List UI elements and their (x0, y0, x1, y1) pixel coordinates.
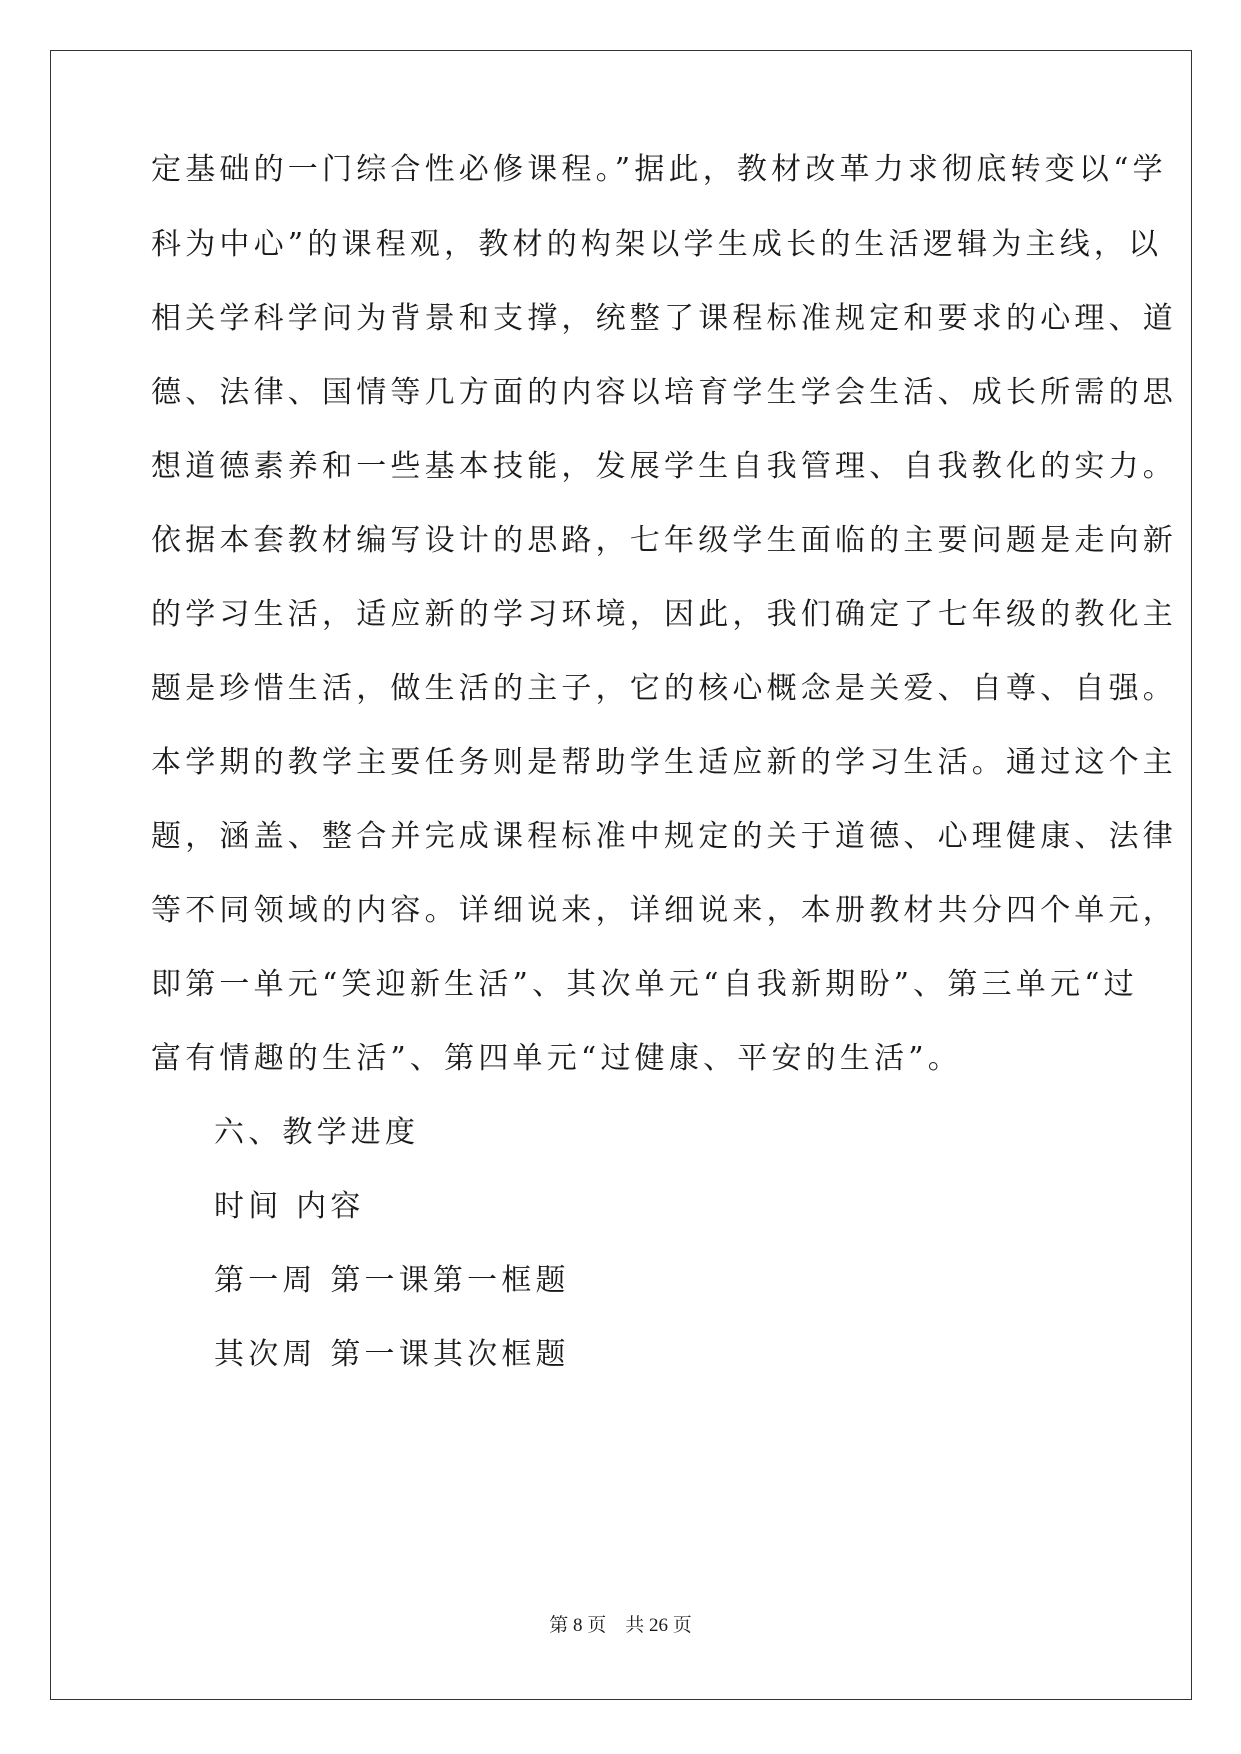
schedule-header: 时间 内容 (214, 1189, 365, 1224)
paragraph-line: 即第一单元“笑迎新生活”、其次单元“自我新期盼”、第三单元“过 (151, 967, 1138, 1002)
page-footer (0, 1614, 1241, 1638)
schedule-row: 其次周 第一课其次框题 (214, 1337, 570, 1372)
schedule-row: 第一周 第一课第一框题 (214, 1263, 570, 1298)
paragraph-line: 想道德素养和一些基本技能，发展学生自我管理、自我教化的实力。 (151, 449, 1177, 484)
paragraph-line: 德、法律、国情等几方面的内容以培育学生学会生活、成长所需的思 (151, 375, 1177, 410)
page-number: 第 8 页 (549, 1615, 607, 1636)
paragraph-line: 富有情趣的生活”、第四单元“过健康、平安的生活”。 (151, 1041, 963, 1076)
page-border (50, 50, 1192, 1700)
section-heading: 六、教学进度 (214, 1115, 420, 1150)
paragraph-line: 等不同领域的内容。详细说来，详细说来，本册教材共分四个单元， (151, 893, 1177, 928)
paragraph-line: 题是珍惜生活，做生活的主子，它的核心概念是关爱、自尊、自强。 (151, 671, 1177, 706)
page-total: 共 26 页 (625, 1615, 692, 1636)
paragraph-line: 定基础的一门综合性必修课程。”据此，教材改革力求彻底转变以“学 (151, 152, 1167, 187)
paragraph-line: 本学期的教学主要任务则是帮助学生适应新的学习生活。通过这个主 (151, 745, 1177, 780)
paragraph-line: 科为中心”的课程观，教材的构架以学生成长的生活逻辑为主线，以 (151, 227, 1163, 262)
paragraph-line: 的学习生活，适应新的学习环境，因此，我们确定了七年级的教化主 (151, 597, 1177, 632)
paragraph-line: 相关学科学问为背景和支撑，统整了课程标准规定和要求的心理、道 (151, 301, 1177, 336)
paragraph-line: 题，涵盖、整合并完成课程标准中规定的关于道德、心理健康、法律 (151, 819, 1177, 854)
paragraph-line: 依据本套教材编写设计的思路，七年级学生面临的主要问题是走向新 (151, 523, 1177, 558)
